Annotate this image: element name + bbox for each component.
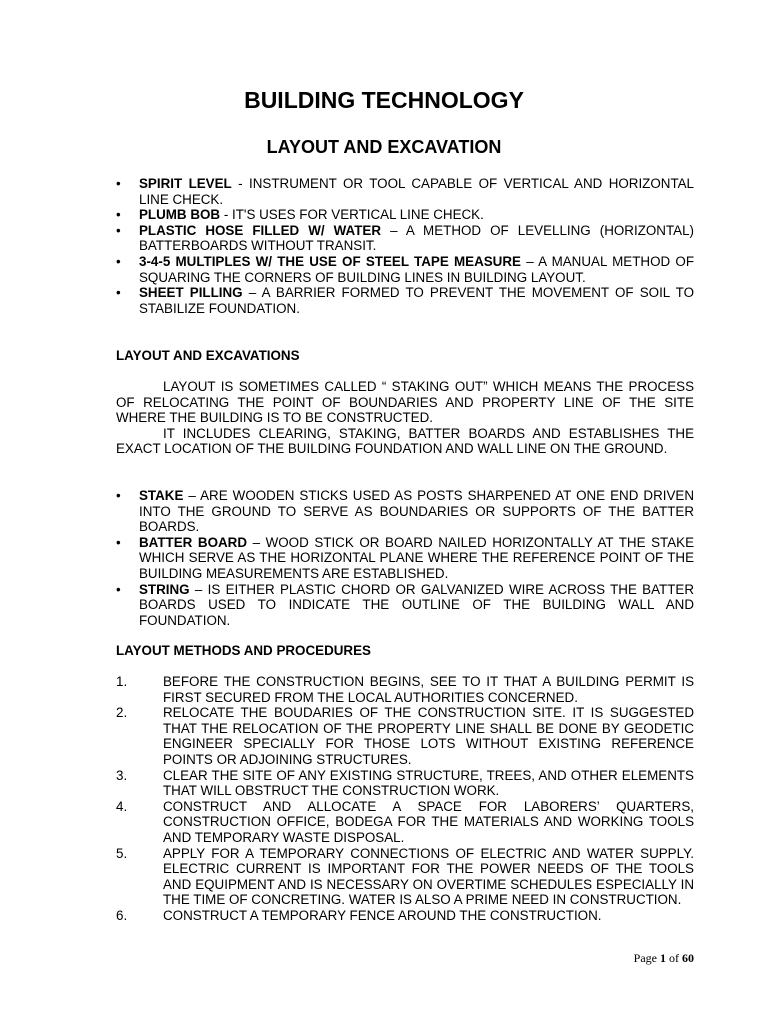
list-item-text: – A METHOD OF LEVELLING (HORIZONTAL) BATTERBOARDS WITHOUT TRANSIT.	[139, 222, 694, 254]
bullet-icon: •	[116, 253, 121, 269]
list-item-term: BATTER BOARD	[139, 534, 247, 550]
bullet-icon: •	[116, 488, 121, 503]
document-subtitle: LAYOUT AND EXCAVATION	[266, 137, 502, 157]
list-item-text: - INSTRUMENT OR TOOL CAPABLE OF VERTICAL AND HORIZONTAL LINE CHECK.	[139, 176, 695, 207]
list-item-term: SHEET PILLING	[139, 285, 243, 301]
list-item	[116, 768, 694, 799]
list-item-term: PLASTIC HOSE FILLED W/ WATER	[139, 222, 382, 238]
list-item	[116, 254, 694, 285]
bullet-icon: •	[116, 176, 121, 191]
list-item-number: 3.	[116, 767, 128, 783]
document-title: BUILDING TECHNOLOGY	[244, 87, 524, 113]
tools-list	[116, 176, 694, 316]
page-number	[634, 951, 694, 967]
bullet-icon: •	[116, 207, 121, 223]
bullet-icon: •	[116, 581, 121, 597]
list-item	[116, 705, 694, 767]
list-item-number: 1.	[116, 674, 128, 689]
current-page-number: 1	[660, 951, 666, 965]
list-item-text: APPLY FOR A TEMPORARY CONNECTIONS OF ELECTRIC AND WATER SUPPLY. ELECTRIC CURRENT IS IMPORTANT FOR THE POWER NEEDS OF THE TOOLS AND EQUIPMENT AND IS NECESSARY ON OVERTIME SCHEDULES ESPECIALLY IN THE TIME OF CONCRETING. WATER IS ALSO A PRIME NEED IN CONSTRUCTION.	[163, 845, 694, 908]
list-item	[116, 285, 694, 316]
section-heading-layout-methods: LAYOUT METHODS AND PROCEDURES	[116, 643, 371, 658]
list-item-number: 6.	[116, 907, 128, 923]
procedure-list-block	[116, 674, 694, 924]
list-item-text: CONSTRUCT AND ALLOCATE A SPACE FOR LABORERS’ QUARTERS, CONSTRUCTION OFFICE, BODEGA FOR THE MATERIALS AND WORKING TOOLS AND TEMPORARY WASTE DISPOSAL.	[163, 798, 694, 845]
of-label: of	[669, 951, 679, 965]
list-item-text: CLEAR THE SITE OF ANY EXISTING STRUCTURE, TREES, AND OTHER ELEMENTS THAT WILL OBSTRUCT THE CONSTRUCTION WORK.	[163, 767, 694, 799]
list-item-text: – A BARRIER FORMED TO PREVENT THE MOVEMENT OF SOIL TO STABILIZE FOUNDATION.	[139, 285, 694, 316]
list-item-text: – IS EITHER PLASTIC CHORD OR GALVANIZED WIRE ACROSS THE BATTER BOARDS USED TO INDICATE THE OUTLINE OF THE BUILDING WALL AND FOUNDATION.	[139, 581, 694, 628]
paragraph: IT INCLUDES CLEARING, STAKING, BATTER BOARDS AND ESTABLISHES THE EXACT LOCATION OF THE BUILDING FOUNDATION AND WALL LINE ON THE GROUND.	[116, 425, 694, 457]
list-item-term: 3-4-5 MULTIPLES W/ THE USE OF STEEL TAPE MEASURE	[139, 253, 521, 269]
bullet-icon: •	[116, 285, 121, 301]
list-item	[116, 488, 694, 535]
list-item-term: STRING	[139, 581, 190, 597]
list-item-text: - IT'S USES FOR VERTICAL LINE CHECK.	[220, 207, 484, 223]
list-item	[116, 535, 694, 582]
terms-list-block	[116, 488, 694, 628]
list-item-term: PLUMB BOB	[139, 207, 221, 223]
section-heading-layout-excavations: LAYOUT AND EXCAVATIONS	[116, 348, 300, 363]
list-item-number: 2.	[116, 705, 128, 721]
page-label: Page	[633, 951, 657, 965]
list-item-term: SPIRIT LEVEL	[139, 176, 232, 191]
list-item	[116, 207, 694, 223]
list-item	[116, 799, 694, 846]
terms-list	[116, 488, 694, 628]
bullet-icon: •	[116, 222, 121, 238]
list-item-text: RELOCATE THE BOUDARIES OF THE CONSTRUCTION SITE. IT IS SUGGESTED THAT THE RELOCATION OF THE PROPERTY LINE SHALL BE DONE BY GEODETIC ENGINEER SPECIALLY FOR THOSE LOTS WITHOUT EXISTING REFERENCE POINTS OR ADJOINING STRUCTURES.	[163, 705, 694, 767]
list-item	[116, 582, 694, 629]
tools-list-block	[116, 176, 694, 316]
list-item	[116, 846, 694, 908]
list-item-text: – WOOD STICK OR BOARD NAILED HORIZONTALLY AT THE STAKE WHICH SERVE AS THE HORIZONTAL PLANE WHERE THE REFERENCE POINT OF THE BUILDING MEASUREMENTS ARE ESTABLISHED.	[139, 534, 694, 581]
list-item-text: – A MANUAL METHOD OF SQUARING THE CORNERS OF BUILDING LINES IN BUILDING LAYOUT.	[139, 253, 694, 285]
paragraph: LAYOUT IS SOMETIMES CALLED “ STAKING OUT” WHICH MEANS THE PROCESS OF RELOCATING THE POINT OF BOUNDARIES AND PROPERTY LINE OF THE SITE WHERE THE BUILDING IS TO BE CONSTRUCTED.	[116, 379, 694, 426]
list-item	[116, 223, 694, 254]
total-pages-number: 60	[682, 951, 694, 965]
section-body-layout-excavations	[116, 379, 694, 457]
list-item-text: BEFORE THE CONSTRUCTION BEGINS, SEE TO IT THAT A BUILDING PERMIT IS FIRST SECURED FROM THE LOCAL AUTHORITIES CONCERNED.	[163, 674, 694, 705]
list-item-text: – ARE WOODEN STICKS USED AS POSTS SHARPENED AT ONE END DRIVEN INTO THE GROUND TO SERVE AS BOUNDARIES OR SUPPORTS OF THE BATTER BOARDS.	[139, 488, 694, 535]
list-item-text: CONSTRUCT A TEMPORARY FENCE AROUND THE CONSTRUCTION.	[163, 907, 602, 923]
list-item	[116, 674, 694, 705]
list-item	[116, 176, 694, 207]
bullet-icon: •	[116, 534, 121, 550]
list-item-number: 5.	[116, 845, 128, 861]
list-item-term: STAKE	[139, 488, 184, 503]
procedure-list	[116, 674, 694, 924]
list-item-number: 4.	[116, 798, 128, 814]
list-item	[116, 908, 694, 924]
